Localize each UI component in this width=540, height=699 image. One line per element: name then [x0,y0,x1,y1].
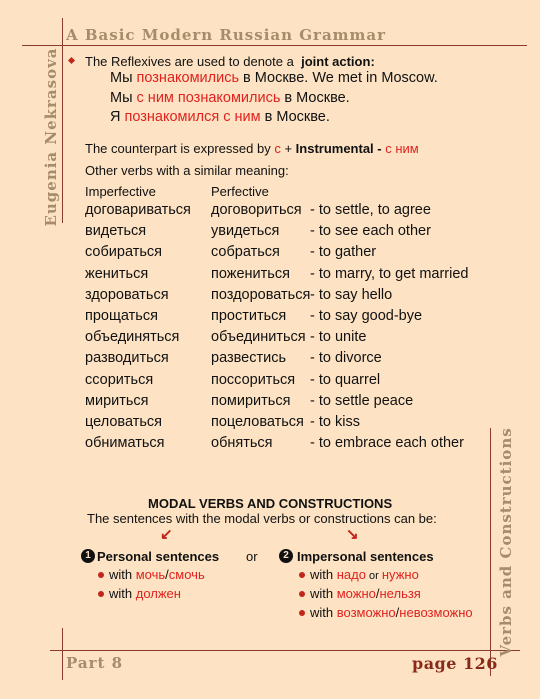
example-1: Мы познакомились в Москве. We met in Moscow. [110,70,438,86]
verb-perfective: объединиться [211,329,306,345]
modal-title: MODAL VERBS AND CONSTRUCTIONS [148,496,393,511]
book-title: A Basic Modern Russian Grammar [66,26,387,44]
top-rule [22,45,527,46]
verb-perfective: собраться [211,244,280,260]
personal-item-2: with должен [109,586,181,601]
verb-imperfective: целоваться [85,414,162,430]
counterpart-line: The counterpart is expressed by с + Instrumental - с ним [85,141,419,156]
verb-imperfective: видеться [85,223,147,239]
verb-translation: - to embrace each other [310,435,464,451]
verb-perfective: увидеться [211,223,280,239]
personal-item-1: with мочь/смочь [109,567,205,582]
verb-imperfective: договариваться [85,202,191,218]
left-rule [62,18,63,223]
verb-perfective: пожениться [211,266,290,282]
bottom-rule [50,650,520,651]
example-2: Мы с ним познакомились в Москве. [110,90,350,106]
verb-translation: - to kiss [310,414,360,430]
page-number: page 126 [412,654,498,673]
verb-perfective: развестись [211,350,287,366]
bullet-dot-icon [299,591,305,597]
bullet-dot-icon [98,572,104,578]
verb-imperfective: жениться [85,266,149,282]
diamond-bullet-icon [68,57,75,64]
verb-perfective: проститься [211,308,287,324]
verb-translation: - to see each other [310,223,431,239]
arrow-down-right-icon: ↘ [346,526,359,543]
modal-subtitle: The sentences with the modal verbs or constructions can be: [87,511,437,526]
verb-translation: - to unite [310,329,367,345]
or-label: or [246,549,258,564]
number-1-icon: 1 [81,549,95,563]
verb-imperfective: объединяться [85,329,180,345]
verb-imperfective: ссориться [85,372,154,388]
verb-imperfective: мириться [85,393,149,409]
verb-imperfective: прощаться [85,308,158,324]
header-imperfective: Imperfective [85,184,156,199]
author-side-label: Eugenia Nekrasova [42,47,60,227]
impersonal-sentences-label: Impersonal sentences [297,549,434,564]
verb-imperfective: здороваться [85,287,169,303]
verb-perfective: обняться [211,435,273,451]
bottom-left-rule [62,628,63,680]
bullet-dot-icon [299,610,305,616]
verb-translation: - to say good-bye [310,308,423,324]
verb-translation: - to say hello [310,287,393,303]
verb-translation: - to gather [310,244,377,260]
verb-perfective: помириться [211,393,291,409]
part-label: Part 8 [66,654,124,672]
header-perfective: Perfective [211,184,269,199]
verb-perfective: поссориться [211,372,296,388]
section-side-label: Verbs and Constructions [497,427,515,657]
verb-translation: - to marry, to get married [310,266,469,282]
verb-imperfective: разводиться [85,350,169,366]
intro-line: The Reflexives are used to denote a joint action: [85,54,375,69]
verb-imperfective: собираться [85,244,162,260]
verb-perfective: поцеловаться [211,414,304,430]
bullet-dot-icon [98,591,104,597]
verb-translation: - to divorce [310,350,382,366]
number-2-icon: 2 [279,549,293,563]
verb-imperfective: обниматься [85,435,165,451]
right-rule [490,428,491,676]
bullet-dot-icon [299,572,305,578]
impersonal-item-1: with надо or нужно [310,567,419,582]
verb-perfective: договориться [211,202,302,218]
impersonal-item-3: with возможно/невозможно [310,605,473,620]
personal-sentences-label: Personal sentences [97,549,220,564]
verb-perfective: поздороваться [211,287,311,303]
arrow-down-left-icon: ↙ [160,526,173,543]
verb-translation: - to settle peace [310,393,414,409]
impersonal-item-2: with можно/нельзя [310,586,421,601]
other-verbs-label: Other verbs with a similar meaning: [85,163,289,178]
example-3: Я познакомился с ним в Москве. [110,109,330,125]
verb-translation: - to quarrel [310,372,381,388]
verb-translation: - to settle, to agree [310,202,431,218]
